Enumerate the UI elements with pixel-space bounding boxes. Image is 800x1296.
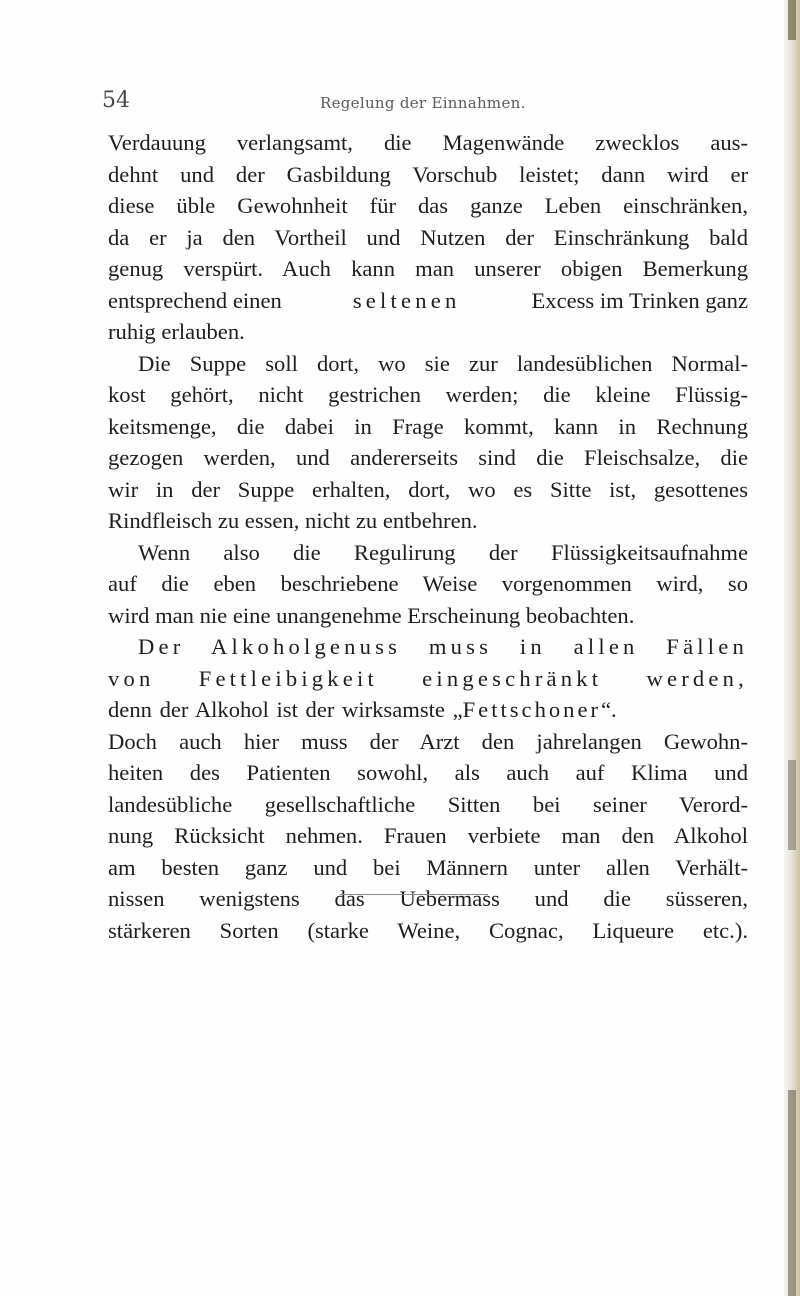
text-segment: Excess im Trinken ganz	[531, 287, 748, 313]
emphasis-spaced: Fettschoner	[462, 697, 602, 722]
text-line: nissen wenigstens das Uebermass und die süsseren,	[108, 886, 748, 911]
text-segment: entsprechend einen	[108, 287, 282, 313]
edge-mark	[788, 1090, 796, 1296]
text-line	[108, 285, 748, 317]
text-line-emphasis: von Fettleibigkeit eingeschränkt werden,	[108, 665, 748, 691]
text-line: heiten des Patienten sowohl, als auch auf Klima und	[108, 760, 748, 785]
text-line: Die Suppe soll dort, wo sie zur landesüblichen Normal-	[138, 350, 748, 376]
text-line: Wenn also die Regulirung der Flüssigkeitsaufnahme	[138, 539, 748, 565]
text-segment: “.	[601, 697, 617, 722]
page-number: 54	[102, 88, 130, 113]
body-text	[108, 127, 748, 946]
text-line: stärkeren Sorten (starke Weine, Cognac, Liqueure etc.).	[108, 917, 748, 943]
text-line: wir in der Suppe erhalten, dort, wo es Sitte ist, gesottenes	[108, 476, 748, 502]
text-line: Verdauung verlangsamt, die Magenwände zwecklos aus-	[108, 130, 748, 155]
edge-mark	[788, 0, 796, 40]
text-line: dehnt und der Gasbildung Vorschub leistet; dann wird er	[108, 161, 748, 187]
text-line: genug verspürt. Auch kann man unserer obigen Bemerkung	[108, 256, 748, 281]
text-line: da er ja den Vortheil und Nutzen der Einschränkung bald	[108, 224, 748, 250]
text-line: Rindfleisch zu essen, nicht zu entbehren.	[108, 508, 478, 533]
text-line: keitsmenge, die dabei in Frage kommt, kann in Rechnung	[108, 413, 748, 439]
text-line: landesübliche gesellschaftliche Sitten bei seiner Verord-	[108, 791, 748, 817]
section-divider	[340, 894, 488, 895]
text-line: ruhig erlauben.	[108, 319, 245, 344]
text-line: Doch auch hier muss der Arzt den jahrelangen Gewohn-	[108, 728, 748, 754]
text-line: am besten ganz und bei Männern unter allen Verhält-	[108, 854, 748, 880]
scan-edge	[784, 0, 800, 1296]
text-line-emphasis: Der Alkoholgenuss muss in allen Fällen	[138, 634, 748, 659]
emphasis-spaced: seltenen	[352, 287, 461, 313]
text-line: wird man nie eine unangenehme Erscheinung beobachten.	[108, 602, 635, 628]
page-header	[102, 88, 742, 116]
text-line: kost gehört, nicht gestrichen werden; die kleine Flüssig-	[108, 382, 748, 407]
text-line: diese üble Gewohnheit für das ganze Leben einschränken,	[108, 193, 748, 218]
text-line: nung Rücksicht nehmen. Frauen verbiete man den Alkohol	[108, 823, 748, 848]
edge-mark	[788, 760, 796, 850]
running-title: Regelung der Einnahmen.	[320, 94, 526, 112]
text-line: auf die eben beschriebene Weise vorgenommen wird, so	[108, 571, 748, 596]
text-line	[108, 694, 748, 726]
text-line: gezogen werden, und andererseits sind die Fleischsalze, die	[108, 445, 748, 470]
text-segment: denn der Alkohol ist der wirksamste „	[108, 697, 463, 722]
